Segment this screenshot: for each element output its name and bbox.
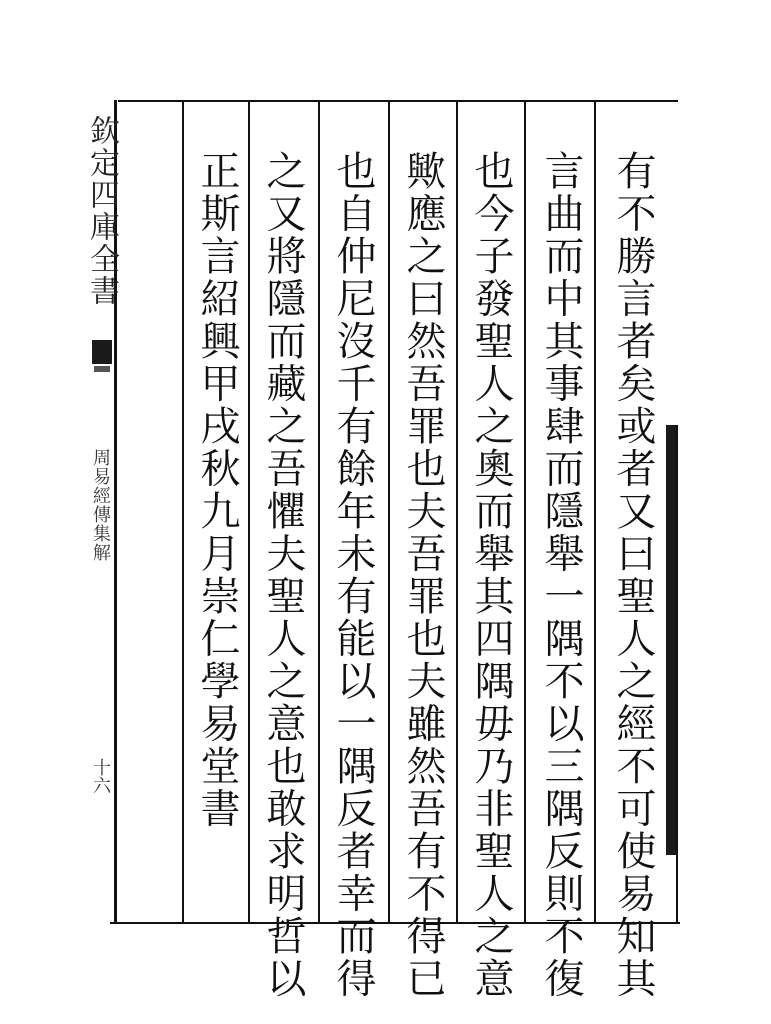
text-column-3: 也今子發聖人之奧而舉其四隅毋乃非聖人之意 <box>468 150 514 1000</box>
text-column-2: 言曲而中其事肆而隱舉一隅不以三隅反則不復 <box>538 150 584 1000</box>
column-divider <box>456 100 458 922</box>
frame-outer-right <box>676 425 678 923</box>
frame-bottom-line <box>110 922 680 924</box>
column-divider <box>182 100 184 922</box>
text-column-1: 有不勝言者矣或者又曰聖人之經不可使易知其 <box>610 150 656 1000</box>
column-divider <box>388 100 390 922</box>
text-column-6: 之又將隱而藏之吾懼夫聖人之意也敢求明哲以 <box>260 150 306 1000</box>
edge-section-title: 周易經傳集解 <box>90 448 111 562</box>
edge-page-number: 十六 <box>90 758 111 794</box>
column-divider <box>524 100 526 922</box>
text-column-5: 也自仲尼沒千有餘年未有能以一隅反者幸而得 <box>330 150 376 1000</box>
text-column-4: 歟應之曰然吾罪也夫吾罪也夫雖然吾有不得已 <box>400 150 446 1000</box>
column-divider <box>594 100 596 922</box>
fishtail-mark <box>92 340 112 364</box>
edge-book-title: 欽定四庫全書 <box>84 115 119 307</box>
text-column-7: 正斯言紹興甲戌秋九月崇仁學易堂書 <box>194 150 240 830</box>
fishtail-mark-lower <box>94 366 110 372</box>
binding-edge-bar <box>666 425 676 855</box>
column-divider <box>318 100 320 922</box>
column-divider <box>248 100 250 922</box>
